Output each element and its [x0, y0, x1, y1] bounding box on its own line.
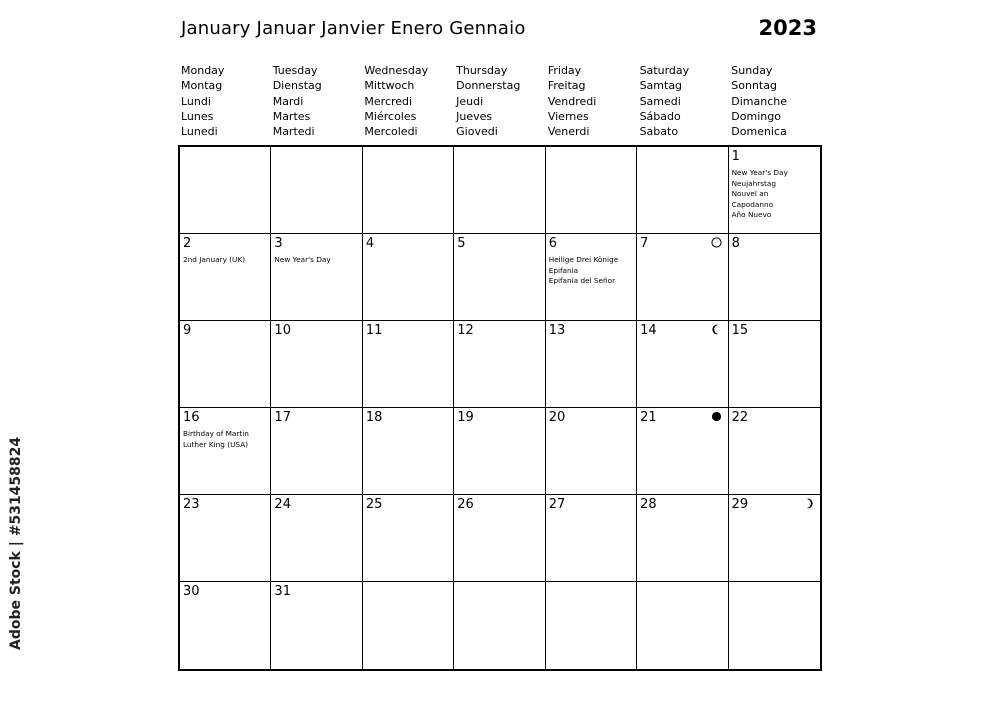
weekday-name: Mercoledi: [364, 125, 418, 139]
day-cell-18: [363, 408, 454, 495]
day-number: 15: [731, 323, 749, 338]
day-number: 9: [183, 323, 192, 338]
day-cell-9: [180, 321, 271, 408]
day-number: 13: [548, 323, 566, 338]
empty-day-cell: [454, 147, 545, 234]
empty-day-cell: [729, 582, 820, 669]
weekday-name: Sábado: [639, 109, 681, 123]
day-number: 21: [640, 410, 657, 425]
weekday-name: Mercredi: [364, 94, 413, 108]
day-cell-17: [271, 408, 362, 495]
day-number: 3: [274, 236, 283, 251]
event-list: [183, 429, 267, 450]
day-number: 25: [365, 497, 383, 512]
event-label: Heilige Drei Könige: [548, 255, 619, 264]
watermark-text: Adobe Stock | #531458824: [8, 436, 24, 650]
event-list: [549, 255, 633, 287]
weekday-header-friday: [546, 63, 638, 141]
day-number: 20: [548, 410, 566, 425]
day-cell-11: [363, 321, 454, 408]
event-label: Epifanía del Señor: [548, 276, 616, 285]
empty-day-cell: [180, 147, 271, 234]
stock-watermark: [8, 436, 28, 650]
event-label: New Year's Day: [274, 255, 331, 264]
day-cell-14: [637, 321, 728, 408]
day-cell-23: [180, 495, 271, 582]
new-moon-icon: [711, 411, 722, 422]
weekday-name: Wednesday: [364, 64, 429, 77]
day-cell-30: [180, 582, 271, 669]
day-number: 30: [183, 584, 200, 599]
weekday-name: Montag: [181, 79, 223, 93]
day-number: 26: [457, 497, 474, 512]
day-number: 19: [457, 410, 474, 425]
day-cell-29: [729, 495, 820, 582]
weekday-name: Martes: [272, 109, 311, 123]
day-cell-12: [454, 321, 545, 408]
day-number: 16: [183, 410, 200, 425]
weekday-name: Mittwoch: [364, 79, 415, 93]
day-number: 14: [640, 323, 657, 338]
day-number: 6: [548, 236, 557, 251]
day-number: 24: [274, 497, 291, 512]
day-number: 31: [274, 584, 291, 599]
day-number: 2: [183, 236, 192, 251]
weekday-name: Freitag: [547, 79, 586, 93]
day-cell-21: [637, 408, 728, 495]
year-label: 2023: [758, 16, 817, 40]
event-list: [274, 255, 358, 266]
day-cell-22: [729, 408, 820, 495]
weekday-name: Sunday: [731, 64, 773, 77]
day-cell-31: [271, 582, 362, 669]
weekday-name: Vendredi: [547, 94, 597, 108]
empty-day-cell: [363, 147, 454, 234]
day-cell-19: [454, 408, 545, 495]
weekday-name: Dienstag: [272, 79, 322, 93]
day-number: 12: [457, 323, 474, 338]
event-label: Neujahrstag: [731, 178, 777, 188]
weekday-name: Martedi: [272, 125, 315, 139]
weekday-name: Monday: [181, 64, 225, 77]
event-label: Epifania: [548, 265, 579, 275]
weekday-name: Sabato: [639, 125, 679, 139]
weekday-name: Donnerstag: [456, 79, 521, 93]
weekday-name: Saturday: [639, 64, 690, 77]
weekday-name: Domingo: [731, 109, 781, 123]
day-cell-7: [637, 234, 728, 321]
day-cell-8: [729, 234, 820, 321]
empty-day-cell: [637, 582, 728, 669]
weekday-name: Miércoles: [364, 109, 417, 123]
weekday-header-row: [179, 63, 821, 141]
day-number: 11: [365, 323, 383, 338]
event-label: Luther King (USA): [183, 439, 249, 449]
weekday-name: Jeudi: [456, 94, 484, 108]
event-list: [183, 255, 267, 266]
weekday-name: Lunedi: [181, 125, 218, 139]
weekday-header-thursday: [454, 63, 546, 141]
day-number: 23: [183, 497, 200, 512]
day-number: 1: [731, 149, 740, 164]
event-label: Año Nuevo: [731, 210, 772, 219]
calendar-grid: [178, 145, 822, 671]
empty-day-cell: [637, 147, 728, 234]
weekday-header-wednesday: [362, 63, 454, 141]
empty-day-cell: [454, 582, 545, 669]
day-number: 18: [365, 410, 383, 425]
day-cell-13: [546, 321, 637, 408]
weekday-name: Giovedi: [456, 125, 498, 139]
weekday-header-saturday: [638, 63, 730, 141]
weekday-name: Mardi: [272, 94, 304, 108]
empty-day-cell: [271, 147, 362, 234]
day-number: 5: [457, 236, 466, 251]
day-cell-15: [729, 321, 820, 408]
weekday-header-monday: [179, 63, 271, 141]
day-cell-26: [454, 495, 545, 582]
event-label: 2nd January (UK): [183, 255, 246, 264]
day-cell-3: [271, 234, 362, 321]
weekday-name: Tuesday: [272, 64, 318, 77]
weekday-name: Friday: [547, 64, 582, 77]
day-cell-5: [454, 234, 545, 321]
day-number: 17: [274, 410, 291, 425]
day-number: 28: [640, 497, 657, 512]
weekday-name: Viernes: [547, 109, 589, 123]
weekday-name: Samedi: [639, 94, 681, 108]
page-title: January Januar Janvier Enero Gennaio: [181, 18, 526, 39]
weekday-name: Lundi: [181, 94, 211, 108]
day-number: 29: [731, 497, 749, 512]
weekday-name: Sonntag: [731, 79, 777, 93]
weekday-name: Samtag: [639, 79, 683, 93]
day-cell-10: [271, 321, 362, 408]
day-cell-4: [363, 234, 454, 321]
day-cell-28: [637, 495, 728, 582]
weekday-name: Domenica: [731, 125, 787, 139]
day-number: 27: [548, 497, 566, 512]
event-label: Birthday of Martin: [183, 429, 249, 438]
weekday-name: Thursday: [456, 64, 508, 77]
day-number: 10: [274, 323, 291, 338]
weekday-header-sunday: [729, 63, 821, 141]
weekday-name: Jueves: [456, 109, 493, 123]
empty-day-cell: [546, 582, 637, 669]
first-quarter-moon-icon: [803, 498, 814, 509]
day-number: 4: [365, 236, 375, 251]
day-cell-24: [271, 495, 362, 582]
empty-day-cell: [363, 582, 454, 669]
full-moon-icon: [711, 237, 722, 248]
event-list: [732, 168, 817, 221]
last-quarter-moon-icon: [711, 324, 722, 335]
weekday-header-tuesday: [271, 63, 363, 141]
weekday-name: Dimanche: [731, 94, 788, 108]
day-cell-1: [729, 147, 820, 234]
event-label: Capodanno: [731, 199, 774, 209]
day-cell-6: [546, 234, 637, 321]
weekday-name: Venerdi: [547, 125, 590, 139]
empty-day-cell: [546, 147, 637, 234]
day-number: 7: [640, 236, 649, 251]
event-label: Nouvel an: [731, 189, 769, 198]
day-cell-2: [180, 234, 271, 321]
day-cell-27: [546, 495, 637, 582]
day-cell-25: [363, 495, 454, 582]
day-cell-16: [180, 408, 271, 495]
event-label: New Year's Day: [731, 168, 788, 177]
day-cell-20: [546, 408, 637, 495]
day-number: 22: [731, 410, 749, 425]
day-number: 8: [731, 236, 740, 251]
weekday-name: Lunes: [181, 109, 214, 123]
